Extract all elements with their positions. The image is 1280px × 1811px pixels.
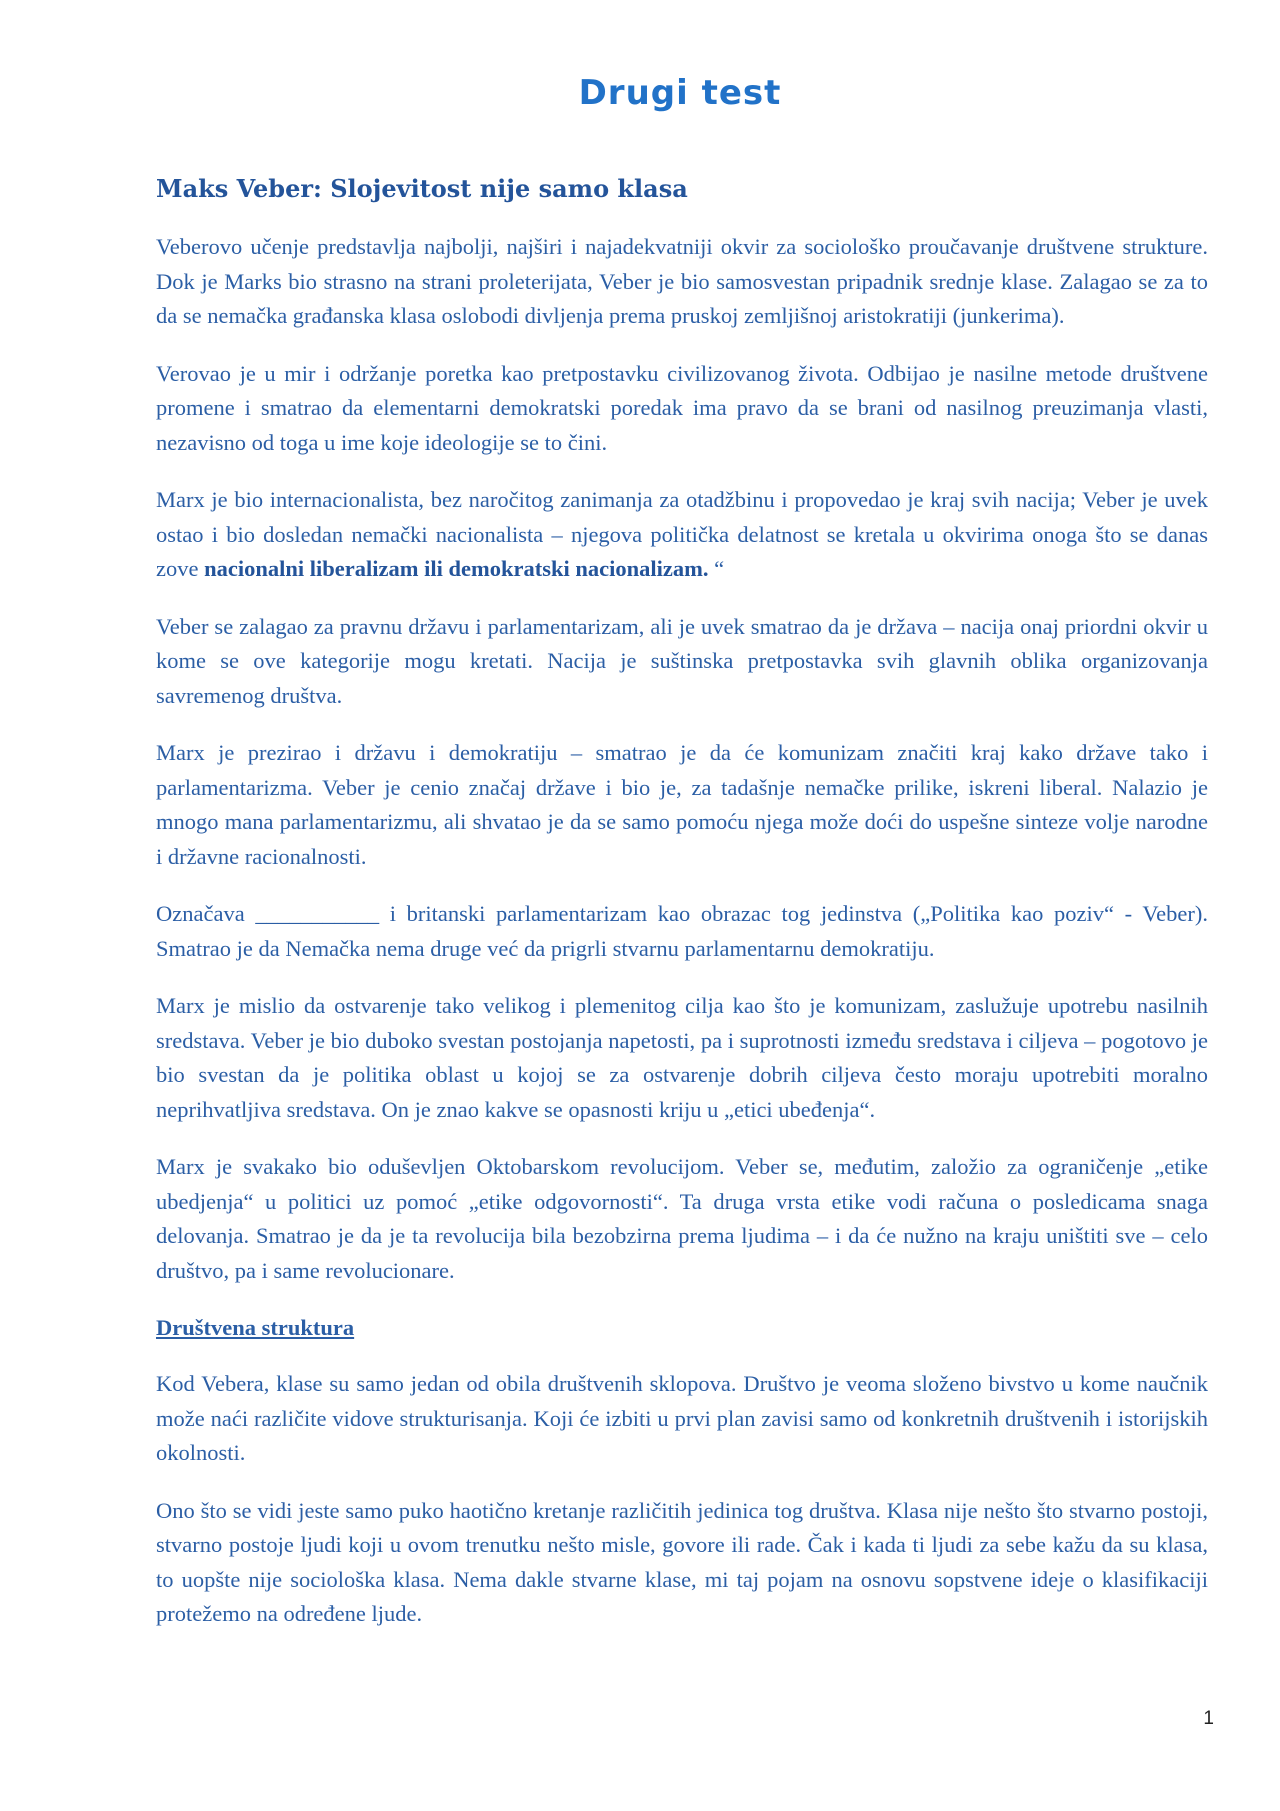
paragraph-with-emphasis — [156, 483, 1208, 587]
page-number: 1 — [1203, 1708, 1214, 1729]
paragraph: Veberovo učenje predstavlja najbolji, najširi i najadekvatniji okvir za sociološko proučavanje društvene strukture. Dok je Marks bio strasno na strani proleterijata, Veber je bio samosvestan pripadnik srednje klase. Zalagao se za to da se nemačka građanska klasa oslobodi divljenja prema pruskoj zemljišnoj aristokratiji (junkerima). — [156, 234, 1208, 328]
paragraph: Ono što se vidi jeste samo puko haotično kretanje različitih jedinica tog društva. Klasa nije nešto što stvarno postoji, stvarno postoje ljudi koji u ovom trenutku nešto misle, govore ili rade. Čak i kada ti ljudi za sebe kažu da su klasa, to uopšte nije sociološka klasa. Nema dakle stvarne klase, mi taj pojam na osnovu sopstvene ideje o klasifikaciji protežemo na određene ljude. — [156, 1497, 1208, 1626]
paragraph-text: Marx je bio internacionalista, bez naročitog zanimanja za otadžbinu i propovedao je kraj svih nacija; Veber je uvek ostao i bio dosledan nemački nacionalista – njegova politička delatnost se kretala u okvirima onoga što se danas zove — [156, 487, 1208, 581]
paragraph: Verovao je u mir i održanje poretka kao pretpostavku civilizovanog života. Odbijao je nasilne metode društvene promene i smatrao da elementarni demokratski poredak ima pravo da se brani od nasilnog preuzimanja vlasti, nezavisno od toga u ime koje ideologije se to čini. — [156, 360, 1208, 455]
document-body — [156, 172, 1208, 1655]
sub-heading: Društvena struktura — [156, 1315, 355, 1340]
paragraph-tail: “ — [708, 556, 725, 581]
paragraph: Marx je svakako bio oduševljen Oktobarskom revolucijom. Veber se, međutim, založio za ograničenje „etike ubedjenja“ u politici uz pomoć „etike odgovornosti“. Ta druga vrsta etike vodi računa o posledicama snaga delovanja. Smatrao je da je ta revolucija bila bezobzirna prema ljudima – i da će nužno na kraju uništiti sve – celo društvo, pa i same revolucionare. — [156, 1154, 1208, 1283]
paragraph: Označava ___________ i britanski parlamentarizam kao obrazac tog jedinstva („Politika kao poziv“ - Veber). Smatrao je da Nemačka nema druge već da prigrli stvarnu parlamentarnu demokratiju. — [156, 901, 1208, 961]
paragraph: Marx je prezirao i državu i demokratiju – smatrao je da će komunizam značiti kraj kako države tako i parlamentarizma. Veber je cenio značaj države i bio je, za tadašnje nemačke prilike, iskreni liberal. Nalazio je mnogo mana parlamentarizmu, ali shvatao je da se samo pomoću njega može doći do uspešne sinteze volje narodne i državne racionalnosti. — [156, 740, 1208, 869]
section-heading: Maks Veber: Slojevitost nije samo klasa — [156, 174, 688, 203]
document-title: Drugi test — [578, 73, 782, 113]
paragraph: Kod Vebera, klase su samo jedan od obila društvenih sklopova. Društvo je veoma složeno bivstvo u kome naučnik može naći različite vidove strukturisanja. Koji će izbiti u prvi plan zavisi samo od konkretnih društvenih i istorijskih okolnosti. — [156, 1371, 1208, 1465]
paragraph: Veber se zalagao za pravnu državu i parlamentarizam, ali je uvek smatrao da je država – nacija onaj priordni okvir u kome se ove kategorije mogu kretati. Nacija je suštinska pretpostavka svih glavnih oblika organizovanja savremenog društva. — [156, 613, 1208, 708]
paragraph: Marx je mislio da ostvarenje tako velikog i plemenitog cilja kao što je komunizam, zaslužuje upotrebu nasilnih sredstava. Veber je bio duboko svestan postojanja napetosti, pa i suprotnosti između sredstava i ciljeva – pogotovo je bio svestan da je politika oblast u kojoj se za ostvarenje dobrih ciljeva često moraju upotrebiti moralno neprihvatljiva sredstava. On je znao kakve se opasnosti kriju u „etici ubeđenja“. — [156, 993, 1208, 1122]
emphasized-text: nacionalni liberalizam ili demokratski nacionalizam. — [204, 556, 709, 581]
